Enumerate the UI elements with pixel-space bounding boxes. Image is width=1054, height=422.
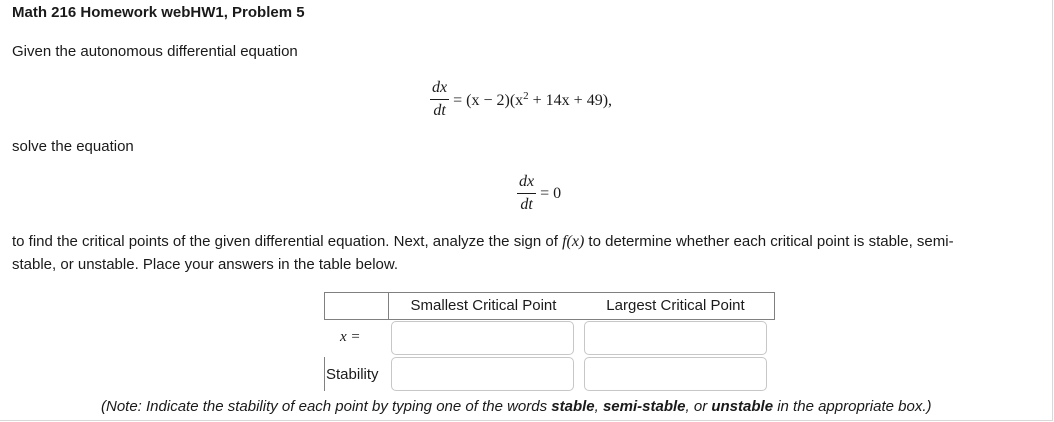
derivative-fraction [430, 79, 449, 120]
stability-largest-input[interactable] [584, 357, 767, 391]
critical-point-equation [517, 173, 561, 214]
instructions-line-1 [12, 233, 954, 251]
fraction-denominator-2: dt [520, 196, 533, 213]
stability-smallest-input[interactable] [391, 357, 574, 391]
stability-note [101, 398, 931, 415]
equation-rhs [453, 89, 613, 109]
instructions-text-a: to find the critical points of the given differential equation. Next, analyze the sign of [12, 233, 563, 250]
fraction-denominator: dt [433, 102, 446, 119]
note-suffix: in the appropriate box.) [773, 398, 932, 415]
rhs-exponent: 2 [523, 89, 529, 102]
rhs-part1: = (x − 2)(x [453, 91, 524, 109]
row-label-x: x = [340, 329, 361, 345]
x-smallest-input[interactable] [391, 321, 574, 355]
fraction-numerator: dx [430, 79, 449, 100]
solve-text: solve the equation [12, 138, 134, 155]
instructions-text-b: to determine whether each critical point is stable, semi- [584, 233, 954, 250]
note-word-semi-stable: semi-stable [602, 398, 686, 415]
note-separator-2: , or [685, 398, 712, 415]
fx-symbol: f(x) [562, 233, 585, 250]
intro-text: Given the autonomous differential equation [12, 43, 298, 60]
equation2-rhs: = 0 [540, 184, 562, 202]
table-corner-cell [324, 292, 389, 320]
row-label-stability: Stability [326, 366, 379, 383]
problem-title: Math 216 Homework webHW1, Problem 5 [12, 4, 305, 21]
answer-table [324, 292, 776, 394]
note-word-unstable: unstable [711, 398, 774, 415]
differential-equation [430, 79, 612, 120]
derivative-fraction-2 [517, 173, 536, 214]
header-largest-critical-point: Largest Critical Point [577, 292, 775, 320]
rhs-part2: + 14x + 49), [528, 91, 613, 109]
instructions-line-2: stable, or unstable. Place your answers in the table below. [12, 256, 399, 273]
x-largest-input[interactable] [584, 321, 767, 355]
note-separator-1: , [594, 398, 603, 415]
note-word-stable: stable [551, 398, 595, 415]
header-smallest-critical-point: Smallest Critical Point [388, 292, 579, 320]
note-prefix: (Note: Indicate the stability of each point by typing one of the words [101, 398, 552, 415]
fraction-numerator-2: dx [517, 173, 536, 194]
